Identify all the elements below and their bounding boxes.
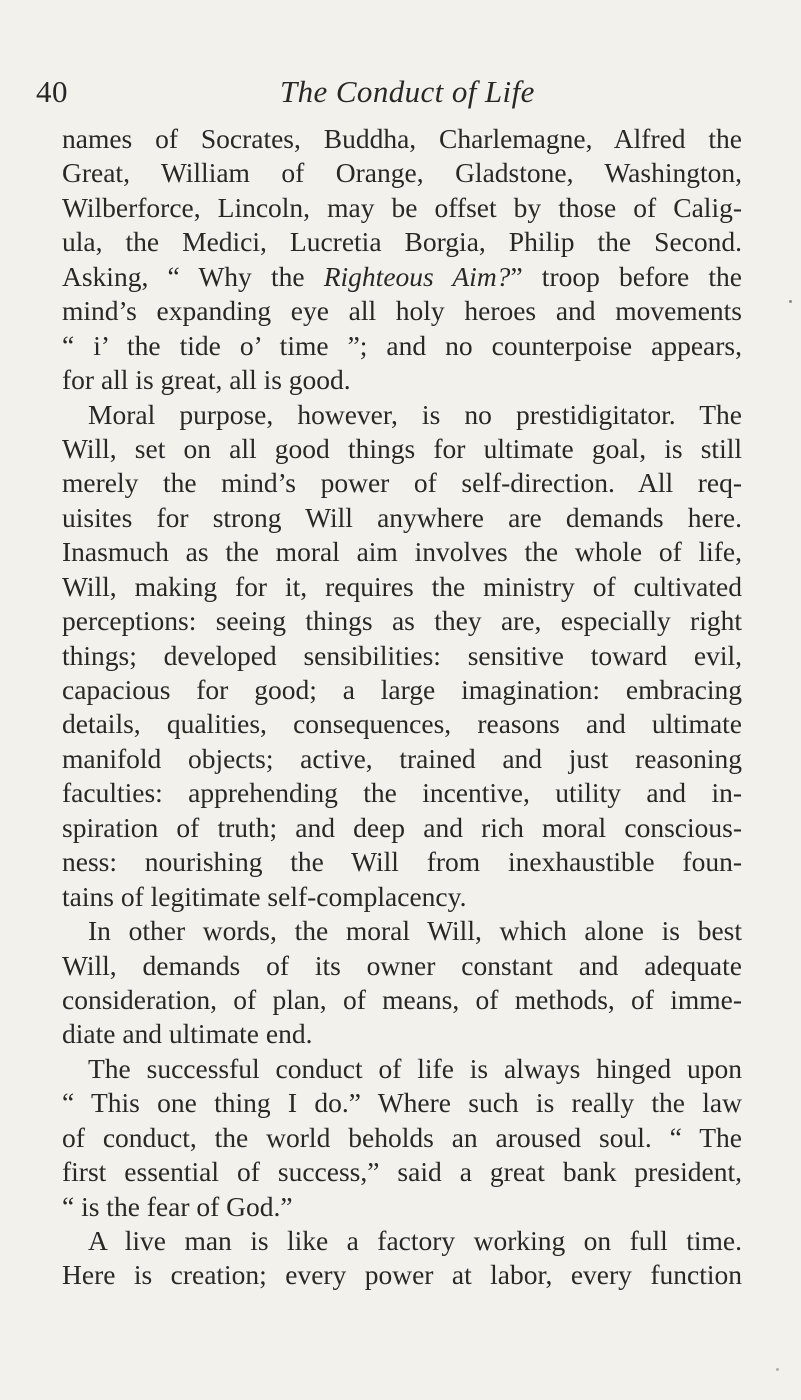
running-title: The Conduct of Life [280, 74, 535, 109]
text-line: Inasmuch as the moral aim involves the whole of life, [62, 536, 742, 568]
text-line: “ i’ the tide o’ time ”; and no counterpoise appears, [62, 329, 742, 361]
text-line: uisites for strong Will anywhere are demands here. [62, 501, 742, 533]
text-line: first essential of success,” said a great bank president, [62, 1156, 742, 1188]
text-line: Will, making for it, requires the ministry of cultivated [62, 570, 742, 602]
text-line: of conduct, the world beholds an aroused soul. “ The [62, 1121, 742, 1153]
text-line: for all is great, all is good. [62, 364, 351, 396]
body-text [62, 122, 742, 1293]
margin-speck [789, 300, 792, 303]
text-line: Will, set on all good things for ultimate goal, is still [62, 432, 742, 464]
text-line: ula, the Medici, Lucretia Borgia, Philip the Second. [62, 226, 742, 258]
page-number: 40 [36, 74, 68, 109]
page-header [0, 70, 801, 114]
text-line: manifold objects; active, trained and just reasoning [62, 742, 742, 774]
paragraph-first-line: A live man is like a factory working on full time. [88, 1225, 742, 1256]
text-line: “ This one thing I do.” Where such is really the law [62, 1087, 742, 1119]
text-line: Asking, “ Why the Righteous Aim?” troop before the [62, 260, 742, 292]
margin-speck [776, 1368, 779, 1371]
text-line: Will, demands of its owner constant and adequate [62, 949, 742, 981]
text-line: things; developed sensibilities: sensitive toward evil, [62, 639, 742, 671]
text-line: mind’s expanding eye all holy heroes and movements [62, 295, 742, 327]
text-line: capacious for good; a large imagination: embracing [62, 674, 742, 705]
text-line: Great, William of Orange, Gladstone, Washington, [62, 157, 742, 189]
text-line: merely the mind’s power of self-direction. All req- [62, 467, 742, 499]
paragraph-first-line: The successful conduct of life is always hinged upon [88, 1052, 742, 1084]
text-line: details, qualities, consequences, reasons and ultimate [62, 708, 742, 740]
text-line: Here is creation; every power at labor, every function [62, 1259, 742, 1291]
text-line: “ is the fear of God.” [62, 1190, 293, 1222]
text-line: perceptions: seeing things as they are, especially right [62, 605, 742, 637]
italic-phrase: Righteous Aim? [323, 260, 511, 292]
text-line: ness: nourishing the Will from inexhaustible foun- [62, 846, 742, 878]
paragraph-first-line: Moral purpose, however, is no prestidigitator. The [88, 398, 742, 430]
text-line: Wilberforce, Lincoln, may be offset by those of Calig- [62, 191, 742, 223]
text-line: spiration of truth; and deep and rich moral conscious- [62, 811, 742, 843]
text-line: tains of legitimate self-complacency. [62, 880, 467, 912]
text-line: faculties: apprehending the incentive, utility and in- [62, 777, 742, 809]
text-line: names of Socrates, Buddha, Charlemagne, Alfred the [62, 123, 742, 154]
text-line: consideration, of plan, of means, of methods, of imme- [62, 983, 742, 1015]
paragraph-first-line: In other words, the moral Will, which alone is best [88, 915, 742, 947]
text-line: diate and ultimate end. [62, 1018, 313, 1050]
